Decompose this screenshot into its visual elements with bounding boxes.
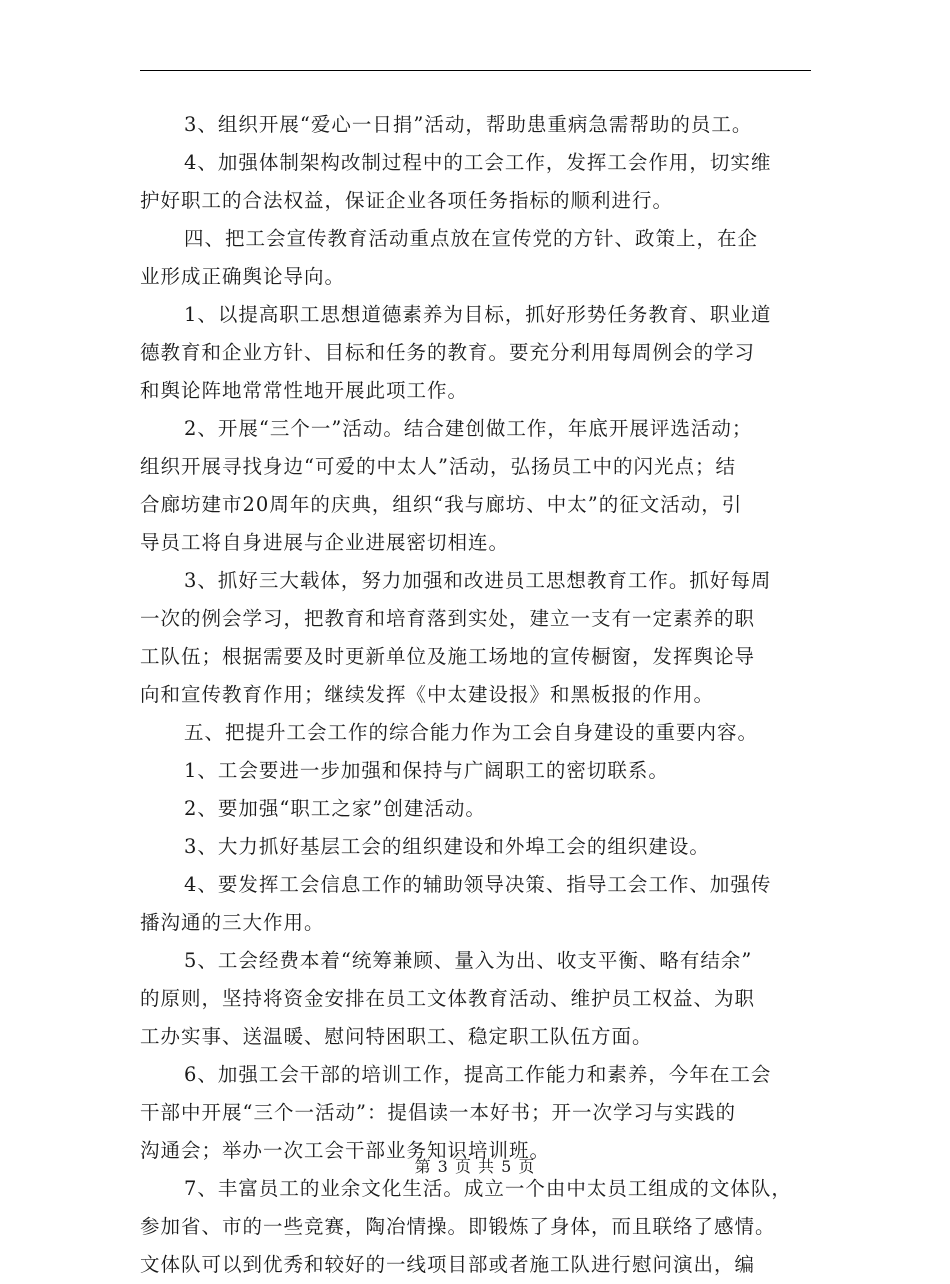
text-line: 的原则，坚持将资金安排在员工文体教育活动、维护员工权益、为职 [140,987,756,1010]
text-line: 3、大力抓好基层工会的组织建设和外埠工会的组织建设。 [184,835,710,858]
text-line: 一次的例会学习，把教育和培育落到实处，建立一支有一定素养的职 [140,607,756,630]
text-line: 播沟通的三大作用。 [140,911,325,934]
text-line: 文体队可以到优秀和较好的一线项目部或者施工队进行慰问演出，编 [140,1253,756,1276]
header-rule [140,70,811,71]
text-line: 工队伍；根据需要及时更新单位及施工场地的宣传橱窗，发挥舆论导 [140,645,756,668]
text-line: 向和宣传教育作用；继续发挥《中太建设报》和黑板报的作用。 [140,683,715,706]
text-line: 和舆论阵地常常性地开展此项工作。 [140,379,469,402]
text-line: 组织开展寻找身边“可爱的中太人”活动，弘扬员工中的闪光点；结 [140,455,736,478]
text-line: 导员工将自身进展与企业进展密切相连。 [140,531,510,554]
text-line: 德教育和企业方针、目标和任务的教育。要充分利用每周例会的学习 [140,341,756,364]
text-line: 7、丰富员工的业余文化生活。成立一个由中太员工组成的文体队， [184,1177,792,1200]
text-line: 4、要发挥工会信息工作的辅助领导决策、指导工会工作、加强传 [184,873,772,896]
page-footer: 第 3 页 共 5 页 [414,1157,536,1176]
text-line: 护好职工的合法权益，保证企业各项任务指标的顺利进行。 [140,189,674,212]
text-line: 1、工会要进一步加强和保持与广阔职工的密切联系。 [184,759,669,782]
text-line: 五、把提升工会工作的综合能力作为工会自身建设的重要内容。 [184,721,759,744]
text-line: 工办实事、送温暖、慰问特困职工、稳定职工队伍方面。 [140,1025,653,1048]
text-line: 4、加强体制架构改制过程中的工会工作，发挥工会作用，切实维 [184,151,772,174]
text-line: 2、开展“三个一”活动。结合建创做工作，年底开展评选活动； [184,417,753,440]
document-body [140,106,811,1284]
text-line: 6、加强工会干部的培训工作，提高工作能力和素养，今年在工会 [184,1063,772,1086]
text-line: 2、要加强“职工之家”创建活动。 [184,797,486,820]
text-line: 5、工会经费本着“统筹兼顾、量入为出、收支平衡、略有结余” [184,949,753,972]
text-line: 3、抓好三大载体，努力加强和改进员工思想教育工作。抓好每周 [184,569,772,592]
text-line: 业形成正确舆论导向。 [140,265,346,288]
text-line: 3、组织开展“爱心一日捐”活动，帮助患重病急需帮助的员工。 [184,113,753,136]
text-line: 干部中开展“三个一活动”：提倡读一本好书；开一次学习与实践的 [140,1101,736,1124]
text-line: 合廊坊建市20周年的庆典，组织“我与廊坊、中太”的征文活动，引 [140,493,743,516]
text-line: 沟通会；举办一次工会干部业务知识培训班。 [140,1139,551,1162]
text-line: 四、把工会宣传教育活动重点放在宣传党的方针、政策上，在企 [184,227,759,250]
text-line: 1、以提高职工思想道德素养为目标，抓好形势任务教育、职业道 [184,303,772,326]
text-line: 参加省、市的一些竞赛，陶冶情操。即锻炼了身体，而且联络了感情。 [140,1215,776,1238]
